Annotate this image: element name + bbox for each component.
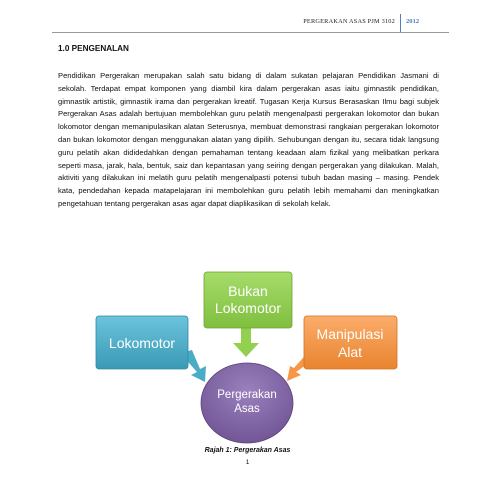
body-paragraph: Pendidikan Pergerakan merupakan salah satu bidang di dalam sukatan pelajaran Pendidikan Jasmani di sekolah. Terdapat empat komponen yang diambil kira dalam pergerakan asas iaitu gimnastik pendidikan, gimnastik artistik, gimnastik irama dan pergerakan kreatif. Tugasan Kerja Kursus Berasaskan Ilmu bagi subjek Pergerakan Asas adalah bertujuan membolehkan guru pelatih mengenalpasti pergerakan lokomotor dan bukan lokomotor dengan memanipulasikan alatan Seterusnya, membuat demonstrasi rangkaian pergerakan lokomotor dan bukan lokomotor dengan menggunakan alatan yang dipilih. Sehubungan dengan itu, secara tidak langsung guru pelatih akan dididedahkan dengan pemahaman tentang keadaan alam fizikal yang melibatkan perkara seperti masa, jarak, hala, bentuk, saiz dan kepantasan yang seiring dengan pergerakan yang dilakukan. Malah, aktiviti yang dilakukan ini melatih guru pelatih mengenalpasti potensi tubuh badan masing – masing. Pendek kata, pendedahan kepada matapelajaran ini membolehkan guru pelatih lebih memahami dan meningkatkan pengetahuan tentang pergerakan asas agar dapat diaplikasikan di sekolah kelak. (58, 71, 439, 208)
section-heading: 1.0 PENGENALAN (58, 44, 129, 53)
box-bukan-lokomotor-line1: Bukan (228, 283, 268, 299)
header-rule (52, 32, 449, 33)
box-lokomotor-label: Lokomotor (108, 335, 176, 351)
header-year: 2012 (406, 18, 420, 25)
header-separator (400, 14, 401, 32)
arrow-top-to-center (233, 327, 259, 357)
figure-caption: Rajah 1: Pergerakan Asas (204, 447, 291, 454)
box-manipulasi-alat-line2: Alat (337, 344, 363, 360)
header-title: PERGERAKAN ASAS PJM 3102 (303, 18, 395, 25)
circle-pergerakan-asas-line2: Asas (234, 403, 260, 415)
page-header (0, 14, 495, 36)
box-manipulasi-alat (304, 316, 397, 369)
page-number: 1 (245, 459, 250, 466)
circle-pergerakan-asas-line1: Pergerakan (217, 389, 277, 401)
box-bukan-lokomotor-line2: Lokomotor (214, 300, 282, 316)
box-manipulasi-alat-line1: Manipulasi (316, 326, 384, 342)
pergerakan-asas-diagram (0, 268, 495, 458)
